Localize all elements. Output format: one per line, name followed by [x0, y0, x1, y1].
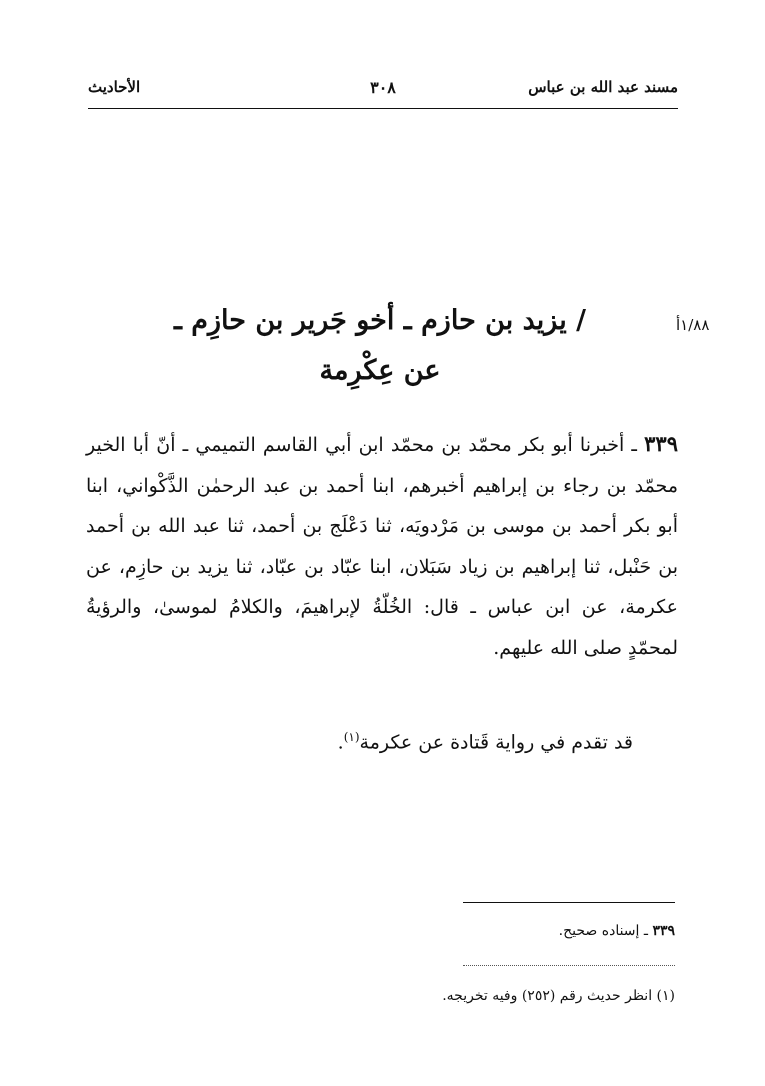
- footnote-isnad-text: ـ إسناده صحيح.: [558, 923, 648, 939]
- footnote-divider: [463, 902, 675, 903]
- header-divider: [88, 108, 678, 109]
- chapter-title: [110, 296, 650, 396]
- page-number: ٣٠٨: [370, 78, 396, 97]
- footnote-isnad: [559, 923, 675, 939]
- hadith-paragraph: [86, 424, 678, 668]
- manuscript-folio-ref: ١/٨٨أ: [676, 316, 710, 334]
- chapter-title-line-2: عن عِكْرِمة: [319, 355, 441, 386]
- footnote-marker: (١): [343, 730, 360, 744]
- hadith-text: ـ أخبرنا أبو بكر محمّد بن محمّد ابن أبي القاسم التميمي ـ أنّ أبا الخير محمّد بن رجاء بن إبراهيم أخبرهم، ابنا أحمد بن عبد الرحمٰن الذَّكْواني، ابنا أبو بكر أحمد بن موسى بن مَرْدويَه، ثنا دَعْلَج بن أحمد، ثنا عبد الله بن أحمد بن حَنْبل، ثنا إبراهيم بن زياد سَبَلان، ابنا عبّاد بن عبّاد، ثنا يزيد بن حازِم، عن عكرمة، عن ابن عباس ـ قال: الخُلّةُ لإبراهيمَ، والكلامُ لموسىٰ، والرؤيةُ لمحمّدٍ صلى الله عليهم.: [86, 434, 678, 659]
- running-head-section: الأحاديث: [88, 78, 141, 96]
- cross-reference-note: [338, 730, 633, 753]
- running-head-book-title: مسند عبد الله بن عباس: [528, 78, 678, 96]
- footnote-dotted-divider: [463, 965, 675, 966]
- hadith-number: ٣٣٩: [644, 431, 678, 456]
- chapter-title-line-1: / يزيد بن حازم ـ أخو جَرير بن حازِم ـ: [173, 305, 586, 336]
- cross-reference-text: قد تقدم في رواية قَتادة عن عكرمة: [359, 731, 633, 754]
- footnote-hadith-number: ٣٣٩: [652, 923, 675, 939]
- cross-reference-end: .: [337, 731, 344, 754]
- footnote-1: (١) انظر حديث رقم (٢٥٢) وفيه تخريجه.: [442, 988, 675, 1004]
- page-header: [88, 78, 678, 108]
